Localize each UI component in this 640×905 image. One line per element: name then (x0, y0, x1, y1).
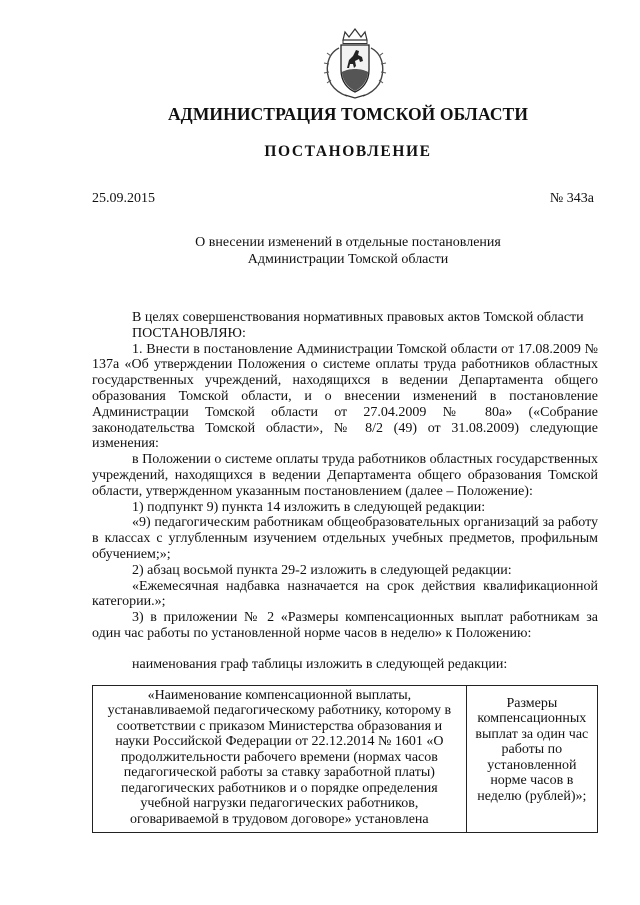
table-row (93, 685, 598, 833)
table-cell-payment-amount: Размеры компенсационных выплат за один час работы по установленной норме часов в неделю (рублей)»; (466, 685, 597, 833)
column-names-table (92, 685, 598, 834)
document-type: ПОСТАНОВЛЕНИЕ (264, 143, 432, 160)
document-number: № 343а (549, 191, 594, 206)
subitem-1: 1) подпункт 9) пункта 14 изложить в следующей редакции: (132, 499, 486, 515)
document-meta (92, 191, 598, 207)
document-subject (92, 234, 598, 268)
subitem-3: 3) в приложении № 2 «Размеры компенсационных выплат работникам за один час работы по установленной норме часов в неделю» к Положению: (92, 610, 598, 641)
document-date: 25.09.2015 (92, 191, 155, 206)
subject-line-1: О внесении изменений в отдельные постановления (195, 235, 501, 250)
subject-line-2: Администрации Томской области (247, 252, 449, 267)
document-body (92, 310, 598, 833)
subitem-2: 2) абзац восьмой пункта 29-2 изложить в следующей редакции: (132, 562, 512, 578)
item-1-paragraph: 1. Внести в постановление Администрации Томской области от 17.08.2009 № 137а «Об утверждении Положения о системе оплаты труда работников областных государственных учреждений, находящихся в ведении Департамента общего образования Томской области, и о внесении изменений в постановление Администрации Томской области от 27.04.2009 № 80а» («Собрание законодательства Томской области», № 8/2 (49) от 31.08.2009) следующие изменения: (92, 341, 598, 452)
intro-paragraph: В целях совершенствования нормативных правовых актов Томской области (132, 310, 584, 325)
subitem-2-text: «Ежемесячная надбавка назначается на срок действия квалификационной категории.»; (92, 578, 598, 610)
subitem-1-text: «9) педагогическим работникам общеобразовательных организаций за работу в классах с углубленным изучением отдельных учебных предметов, профильным обучением;»; (92, 515, 598, 562)
table-cell-payment-name: «Наименование компенсационной выплаты, устанавливаемой педагогическому работнику, которому в соответствии с приказом Министерства образования и науки Российской Федерации от 22.12.2014 № 1601 «О продолжительности рабочего времени (нормах часов педагогической работы за ставку заработной платы) педагогических работников и о порядке определения учебной нагрузки педагогических работников, оговариваемой в трудовом договоре» установлена (93, 685, 467, 833)
crest-area (92, 0, 598, 100)
decree-word: ПОСТАНОВЛЯЮ: (132, 325, 246, 341)
table-intro: наименования граф таблицы изложить в следующей редакции: (132, 656, 508, 672)
organization-title: АДМИНИСТРАЦИЯ ТОМСКОЙ ОБЛАСТИ (167, 104, 529, 124)
tomsk-coat-of-arms-icon (319, 26, 391, 100)
regulation-paragraph: в Положении о системе оплаты труда работников областных государственных учреждений, находящихся в ведении Департамента общего образования Томской области, утвержденном указанным постановлением (далее – Положение): (92, 452, 598, 499)
